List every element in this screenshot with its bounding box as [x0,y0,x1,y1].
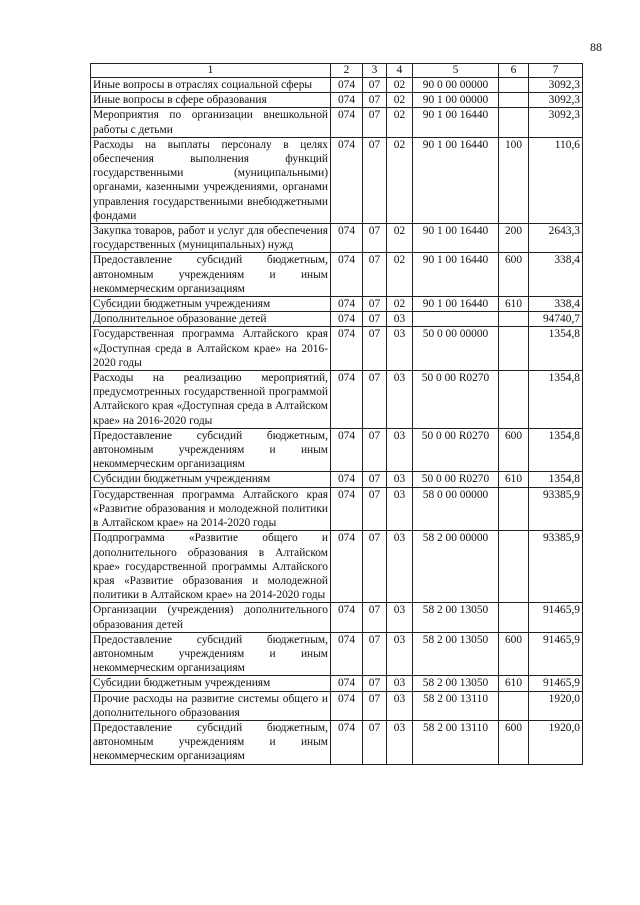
section-code-cell: 07 [363,428,387,472]
row-name-cell: Субсидии бюджетным учреждениям [91,472,331,487]
table-row [91,531,583,603]
ministry-code-cell: 074 [331,371,363,429]
row-name-cell: Закупка товаров, работ и услуг для обеспечения государственных (муниципальных) нужд [91,224,331,253]
row-name-cell: Иные вопросы в сфере образования [91,93,331,108]
table-row [91,603,583,632]
ministry-code-cell: 074 [331,78,363,93]
expense-type-cell: 610 [499,297,529,312]
target-article-cell: 50 0 00 R0270 [413,472,499,487]
target-article-cell: 90 1 00 16440 [413,253,499,297]
expense-type-cell: 600 [499,720,529,764]
ministry-code-cell: 074 [331,472,363,487]
subsection-code-cell: 03 [387,472,413,487]
header-col-7: 7 [529,64,583,78]
row-name-cell: Предоставление субсидий бюджетным, автономным учреждениям и иным некоммерческим организациям [91,253,331,297]
target-article-cell: 50 0 00 R0270 [413,371,499,429]
section-code-cell: 07 [363,108,387,137]
subsection-code-cell: 02 [387,297,413,312]
subsection-code-cell: 03 [387,487,413,531]
target-article-cell: 90 1 00 00000 [413,93,499,108]
subsection-code-cell: 03 [387,691,413,720]
table-row [91,720,583,764]
ministry-code-cell: 074 [331,487,363,531]
expense-type-cell [499,327,529,371]
table-body [91,78,583,765]
amount-cell: 338,4 [529,297,583,312]
table-row [91,312,583,327]
ministry-code-cell: 074 [331,297,363,312]
amount-cell: 91465,9 [529,603,583,632]
row-name-cell: Мероприятия по организации внешкольной работы с детьми [91,108,331,137]
amount-cell: 1354,8 [529,327,583,371]
row-name-cell: Организации (учреждения) дополнительного образования детей [91,603,331,632]
subsection-code-cell: 02 [387,108,413,137]
section-code-cell: 07 [363,676,387,691]
table-row [91,487,583,531]
table-row [91,691,583,720]
table-row [91,472,583,487]
table-row [91,224,583,253]
table-row [91,327,583,371]
subsection-code-cell: 03 [387,676,413,691]
row-name-cell: Подпрограмма «Развитие общего и дополнительного образования в Алтайском крае» государственной программы Алтайского края «Развитие образования и молодежной политики в Алтайском крае» на 2014-2020 годы [91,531,331,603]
amount-cell: 93385,9 [529,531,583,603]
ministry-code-cell: 074 [331,108,363,137]
table-row [91,428,583,472]
section-code-cell: 07 [363,297,387,312]
table-row [91,676,583,691]
header-col-3: 3 [363,64,387,78]
ministry-code-cell: 074 [331,603,363,632]
row-name-cell: Иные вопросы в отраслях социальной сферы [91,78,331,93]
expense-type-cell: 610 [499,472,529,487]
row-name-cell: Предоставление субсидий бюджетным, автономным учреждениям и иным некоммерческим организациям [91,720,331,764]
ministry-code-cell: 074 [331,428,363,472]
table-row [91,93,583,108]
row-name-cell: Государственная программа Алтайского края «Доступная среда в Алтайском крае» на 2016-2020 годы [91,327,331,371]
amount-cell: 3092,3 [529,78,583,93]
subsection-code-cell: 03 [387,632,413,676]
amount-cell: 2643,3 [529,224,583,253]
expense-type-cell: 610 [499,676,529,691]
amount-cell: 3092,3 [529,108,583,137]
subsection-code-cell: 03 [387,428,413,472]
target-article-cell: 90 0 00 00000 [413,78,499,93]
subsection-code-cell: 02 [387,78,413,93]
section-code-cell: 07 [363,224,387,253]
expense-type-cell: 600 [499,428,529,472]
subsection-code-cell: 03 [387,603,413,632]
section-code-cell: 07 [363,93,387,108]
row-name-cell: Предоставление субсидий бюджетным, автономным учреждениям и иным некоммерческим организациям [91,428,331,472]
table-row [91,137,583,223]
ministry-code-cell: 074 [331,224,363,253]
table-row [91,78,583,93]
ministry-code-cell: 074 [331,531,363,603]
ministry-code-cell: 074 [331,253,363,297]
expense-type-cell [499,312,529,327]
section-code-cell: 07 [363,531,387,603]
section-code-cell: 07 [363,487,387,531]
amount-cell: 1354,8 [529,428,583,472]
ministry-code-cell: 074 [331,93,363,108]
row-name-cell: Субсидии бюджетным учреждениям [91,676,331,691]
table-row [91,253,583,297]
ministry-code-cell: 074 [331,632,363,676]
page-number: 88 [590,40,602,54]
section-code-cell: 07 [363,720,387,764]
target-article-cell: 58 2 00 13050 [413,632,499,676]
amount-cell: 94740,7 [529,312,583,327]
section-code-cell: 07 [363,603,387,632]
expense-type-cell [499,603,529,632]
row-name-cell: Прочие расходы на развитие системы общего и дополнительного образования [91,691,331,720]
amount-cell: 1920,0 [529,720,583,764]
target-article-cell [413,312,499,327]
subsection-code-cell: 03 [387,312,413,327]
target-article-cell: 50 0 00 00000 [413,327,499,371]
row-name-cell: Субсидии бюджетным учреждениям [91,297,331,312]
header-col-5: 5 [413,64,499,78]
subsection-code-cell: 02 [387,137,413,223]
header-col-4: 4 [387,64,413,78]
row-name-cell: Дополнительное образование детей [91,312,331,327]
amount-cell: 1354,8 [529,472,583,487]
section-code-cell: 07 [363,312,387,327]
target-article-cell: 90 1 00 16440 [413,297,499,312]
amount-cell: 338,4 [529,253,583,297]
row-name-cell: Предоставление субсидий бюджетным, автономным учреждениям и иным некоммерческим организациям [91,632,331,676]
section-code-cell: 07 [363,371,387,429]
target-article-cell: 90 1 00 16440 [413,137,499,223]
table-row [91,371,583,429]
ministry-code-cell: 074 [331,720,363,764]
expense-type-cell [499,371,529,429]
target-article-cell: 50 0 00 R0270 [413,428,499,472]
section-code-cell: 07 [363,327,387,371]
ministry-code-cell: 074 [331,691,363,720]
target-article-cell: 58 2 00 13050 [413,603,499,632]
target-article-cell: 90 1 00 16440 [413,224,499,253]
expense-type-cell: 200 [499,224,529,253]
amount-cell: 3092,3 [529,93,583,108]
header-col-1: 1 [91,64,331,78]
row-name-cell: Расходы на реализацию мероприятий, предусмотренных государственной программой Алтайского края «Доступная среда в Алтайском крае» на 2016-2020 годы [91,371,331,429]
section-code-cell: 07 [363,691,387,720]
table-row [91,108,583,137]
subsection-code-cell: 03 [387,371,413,429]
ministry-code-cell: 074 [331,676,363,691]
expense-type-cell [499,108,529,137]
ministry-code-cell: 074 [331,137,363,223]
expense-type-cell [499,78,529,93]
amount-cell: 110,6 [529,137,583,223]
expense-type-cell [499,531,529,603]
ministry-code-cell: 074 [331,312,363,327]
section-code-cell: 07 [363,632,387,676]
expense-type-cell: 600 [499,253,529,297]
header-col-6: 6 [499,64,529,78]
section-code-cell: 07 [363,137,387,223]
subsection-code-cell: 03 [387,327,413,371]
ministry-code-cell: 074 [331,327,363,371]
table-header-row [91,64,583,78]
expense-type-cell: 100 [499,137,529,223]
target-article-cell: 58 2 00 13110 [413,691,499,720]
table-row [91,632,583,676]
target-article-cell: 58 2 00 13050 [413,676,499,691]
expense-type-cell [499,691,529,720]
amount-cell: 91465,9 [529,676,583,691]
target-article-cell: 58 2 00 00000 [413,531,499,603]
section-code-cell: 07 [363,472,387,487]
subsection-code-cell: 03 [387,531,413,603]
amount-cell: 1920,0 [529,691,583,720]
header-col-2: 2 [331,64,363,78]
row-name-cell: Расходы на выплаты персоналу в целях обеспечения выполнения функций государственными (муниципальными) органами, казенными учреждениями, органами управления государственными внебюджетными фондами [91,137,331,223]
expense-type-cell [499,487,529,531]
section-code-cell: 07 [363,253,387,297]
target-article-cell: 58 0 00 00000 [413,487,499,531]
section-code-cell: 07 [363,78,387,93]
subsection-code-cell: 03 [387,720,413,764]
budget-table [90,63,583,765]
subsection-code-cell: 02 [387,224,413,253]
expense-type-cell: 600 [499,632,529,676]
subsection-code-cell: 02 [387,93,413,108]
target-article-cell: 58 2 00 13110 [413,720,499,764]
row-name-cell: Государственная программа Алтайского края «Развитие образования и молодежной политики в Алтайском крае» на 2014-2020 годы [91,487,331,531]
expense-type-cell [499,93,529,108]
amount-cell: 1354,8 [529,371,583,429]
amount-cell: 93385,9 [529,487,583,531]
subsection-code-cell: 02 [387,253,413,297]
amount-cell: 91465,9 [529,632,583,676]
target-article-cell: 90 1 00 16440 [413,108,499,137]
table-row [91,297,583,312]
